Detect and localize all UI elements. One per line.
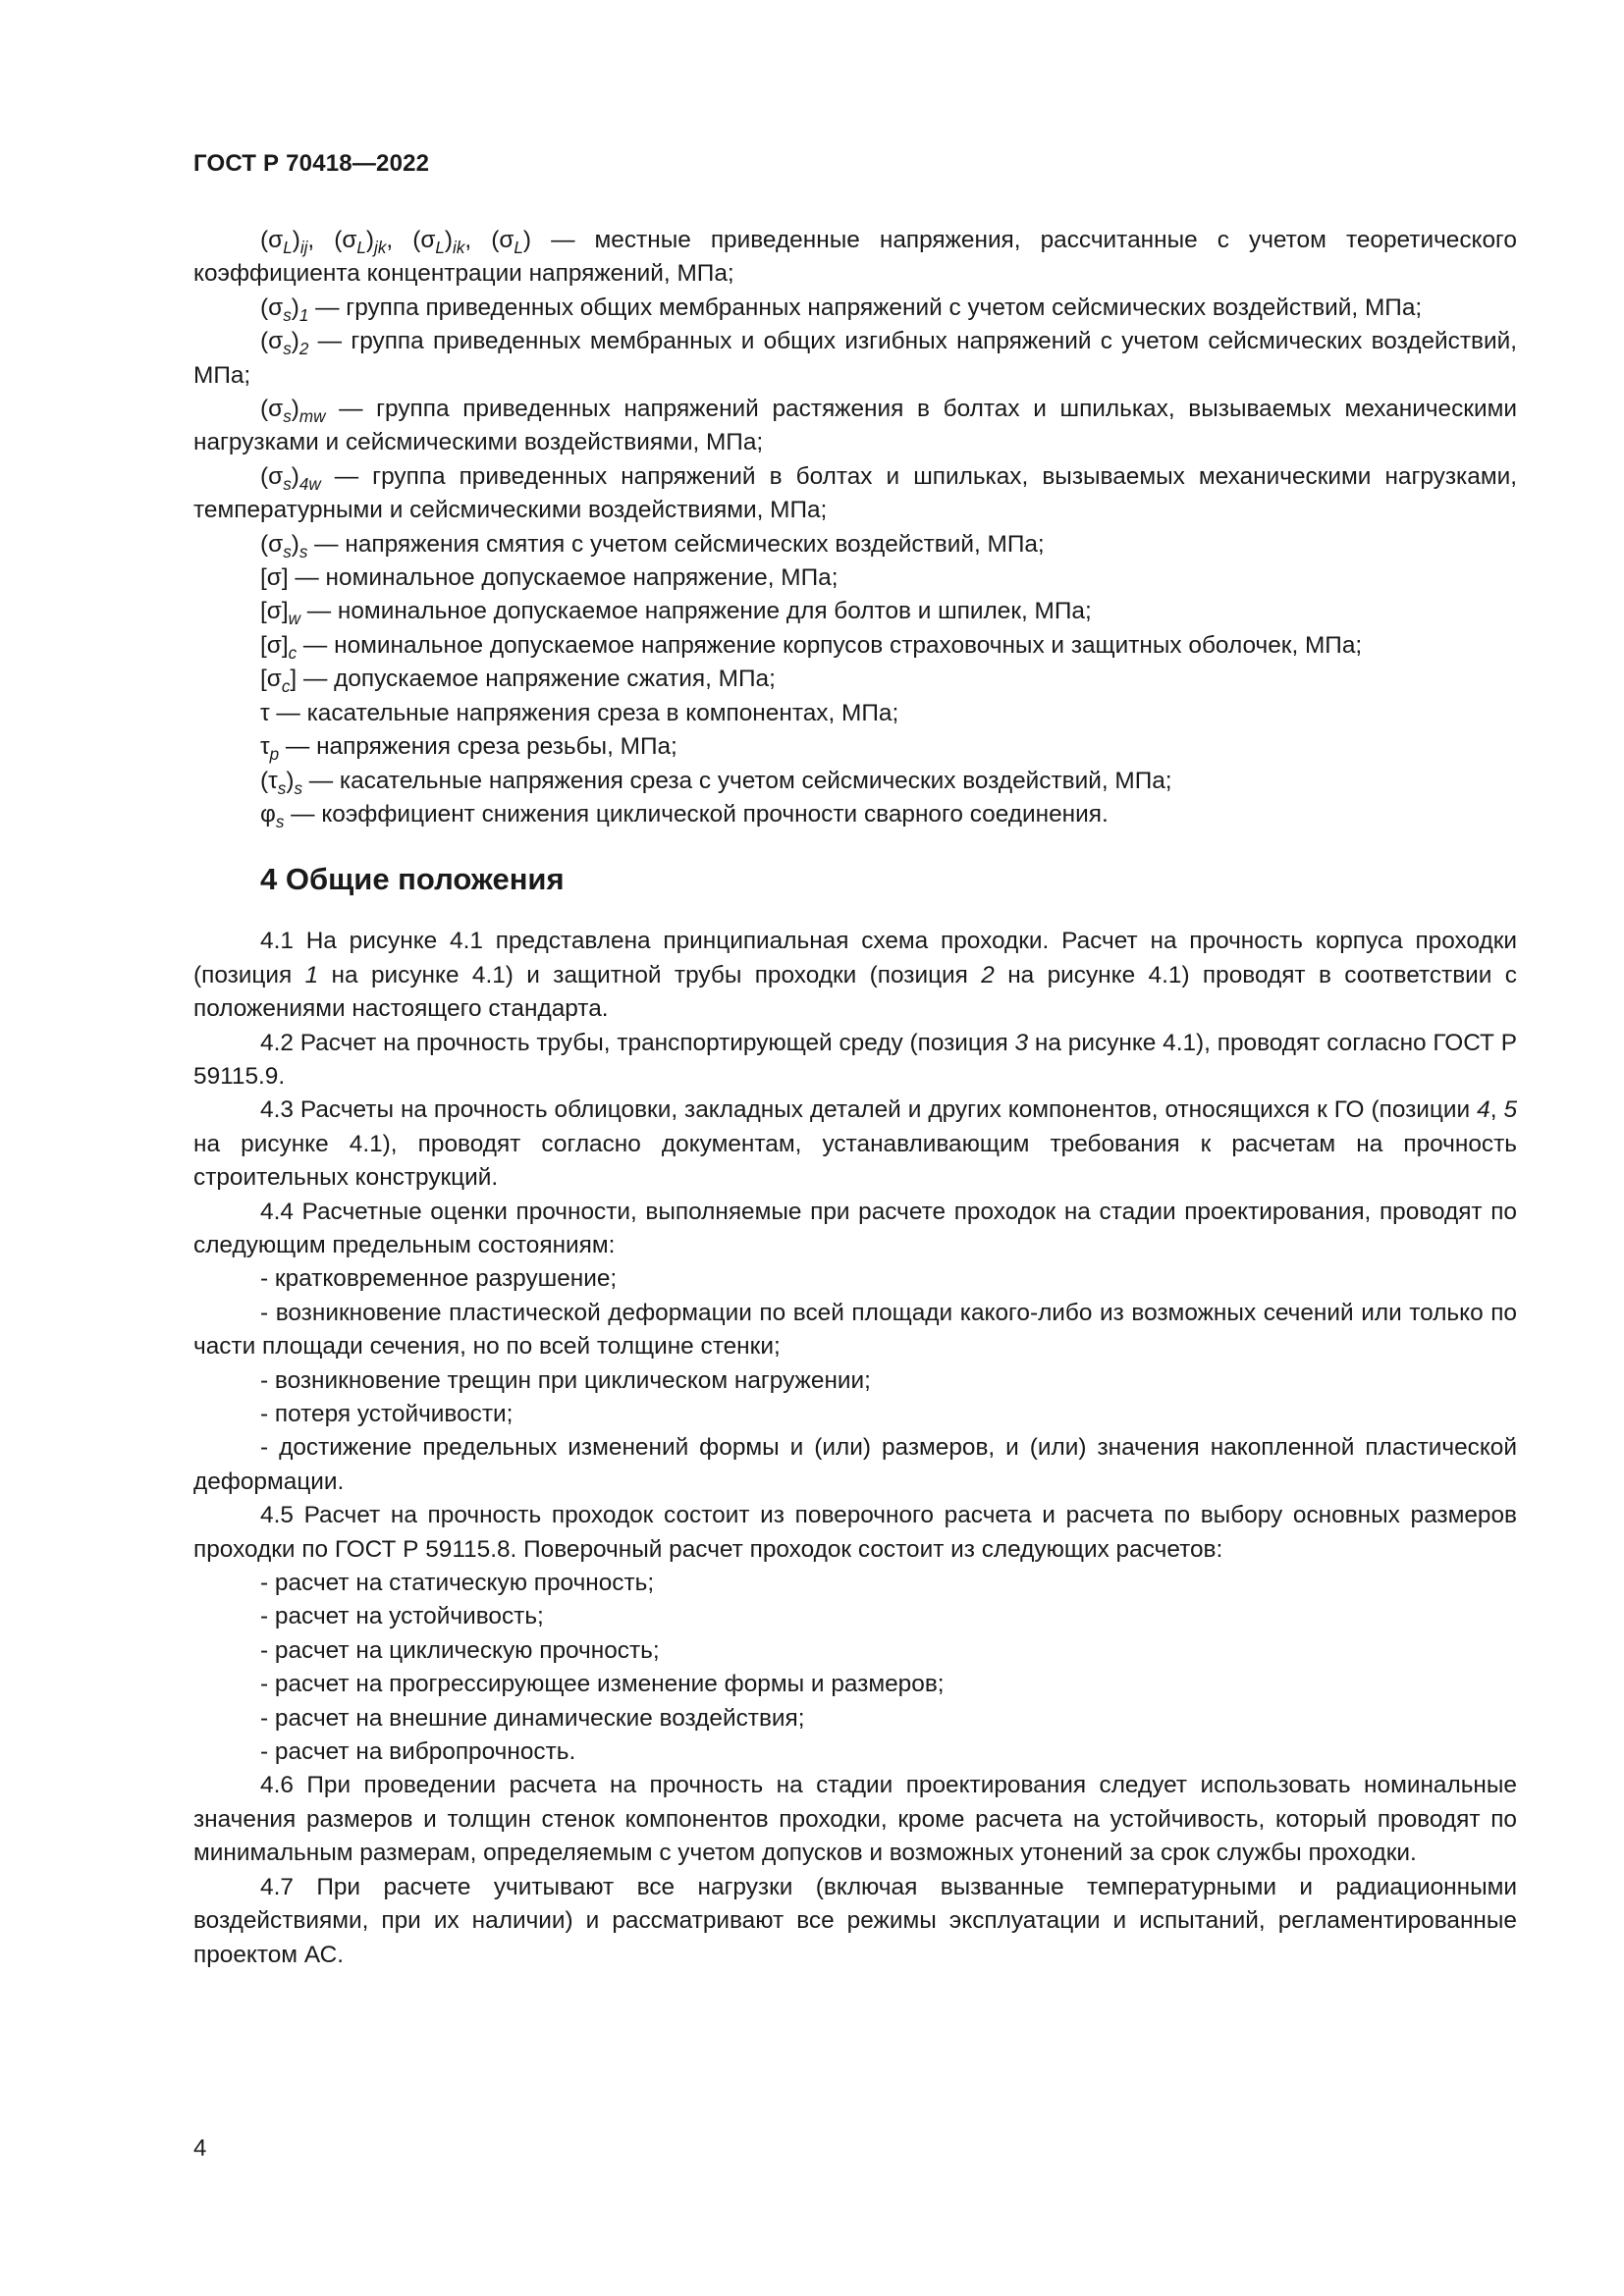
list-item: - расчет на циклическую прочность;	[260, 1636, 660, 1664]
symbol-definition: [σ] — номинальное допускаемое напряжение, МПа;	[260, 564, 839, 592]
paragraph-4-5: 4.5 Расчет на прочность проходок состоит из поверочного расчета и расчета по выбору основных размеров проходки по ГОСТ Р 59115.8. Поверочный расчет проходок состоит из следующих расчетов:	[193, 1502, 1517, 1563]
symbol-definition: $\varphi_s$ — коэффициент снижения циклической прочности сварного соединения.	[260, 800, 1109, 831]
symbol-definition: $(\sigma_s)_2$ — группа приведенных мембранных и общих изгибных напряжений с учетом сейсмических воздействий, МПа;	[193, 328, 1517, 389]
list-item: - возникновение трещин при циклическом нагружении;	[260, 1366, 871, 1394]
document-body	[193, 224, 1517, 1972]
symbol-definition: $(\sigma_s)_{4w}$ — группа приведенных напряжений в болтах и шпильках, вызываемых механическими нагрузками, температурными и сейсмическими воздействиями, МПа;	[193, 462, 1518, 524]
section-heading: 4 Общие положения	[260, 862, 565, 897]
list-item: - расчет на статическую прочность;	[260, 1570, 655, 1597]
list-item: - достижение предельных изменений формы и (или) размеров, и (или) значения накопленной пластической деформации.	[193, 1434, 1517, 1495]
symbol-definition: $(\sigma_s)_s$ — напряжения смятия с учетом сейсмических воздействий, МПа;	[260, 530, 1045, 561]
paragraph-4-1: 4.1 На рисунке 4.1 представлена принципиальная схема проходки. Расчет на прочность корпуса проходки (позиция 1 на рисунке 4.1) и защитной трубы проходки (позиция 2 на рисунке 4.1) проводят в соответствии с положениями настоящего стандарта.	[193, 928, 1517, 1023]
list-item: - расчет на прогрессирующее изменение формы и размеров;	[260, 1671, 945, 1698]
list-item: - расчет на внешние динамические воздействия;	[260, 1704, 805, 1732]
paragraph-4-3: 4.3 Расчеты на прочность облицовки, закладных деталей и других компонентов, относящихся к ГО (позиции 4, 5 на рисунке 4.1), проводят согласно документам, устанавливающим требования к расчетам на прочность строительных конструкций.	[193, 1096, 1518, 1192]
symbol-definition: $[\sigma]_c$ — номинальное допускаемое напряжение корпусов страховочных и защитных оболочек, МПа;	[260, 631, 1363, 663]
symbol-definition: $(\sigma_s)_{mw}$ — группа приведенных напряжений растяжения в болтах и шпильках, вызываемых механическими нагрузками и сейсмическими воздействиями, МПа;	[193, 396, 1517, 456]
symbol-definition: $(\tau_s)_s$ — касательные напряжения среза с учетом сейсмических воздействий, МПа;	[260, 767, 1172, 798]
list-item: - возникновение пластической деформации по всей площади какого-либо из возможных сечений или только по части площади сечения, но по всей толщине стенки;	[193, 1299, 1517, 1361]
page-number: 4	[193, 2135, 207, 2162]
list-item: - расчет на вибропрочность.	[260, 1738, 576, 1766]
list-item: - кратковременное разрушение;	[260, 1265, 618, 1293]
list-item: - потеря устойчивости;	[260, 1401, 514, 1427]
symbol-definition: $(\sigma_L)_{ij}$, $(\sigma_L)_{jk}$, $(\sigma_L)_{ik}$, $(\sigma_L)$ — местные приведенные напряжения, рассчитанные с учетом теоретического коэффициента концентрации напряжений, МПа;	[193, 227, 1517, 288]
paragraph-4-2: 4.2 Расчет на прочность трубы, транспортирующей среду (позиция 3 на рисунке 4.1), проводят согласно ГОСТ Р 59115.9.	[193, 1029, 1518, 1090]
symbol-definition: $\tau_p$ — напряжения среза резьбы, МПа;	[260, 733, 677, 765]
list-item: - расчет на устойчивость;	[260, 1603, 544, 1630]
symbol-definition: τ — касательные напряжения среза в компонентах, МПа;	[260, 699, 899, 726]
document-header: ГОСТ Р 70418—2022	[193, 150, 430, 177]
paragraph-4-6: 4.6 При проведении расчета на прочность на стадии проектирования следует использовать номинальные значения размеров и толщин стенок компонентов проходки, кроме расчета на устойчивость, который проводят по минимальным размерам, определяемым с учетом допусков и возможных утонений за срок службы проходки.	[193, 1772, 1517, 1867]
paragraph-4-4: 4.4 Расчетные оценки прочности, выполняемые при расчете проходок на стадии проектирования, проводят по следующим предельным состояниям:	[193, 1198, 1517, 1258]
symbol-definition: $[\sigma_c]$ — допускаемое напряжение сжатия, МПа;	[260, 666, 776, 697]
symbol-definition: $[\sigma]_w$ — номинальное допускаемое напряжение для болтов и шпилек, МПа;	[260, 598, 1092, 629]
paragraph-4-7: 4.7 При расчете учитывают все нагрузки (включая вызванные температурными и радиационными воздействиями, при их наличии) и рассматривают все режимы эксплуатации и испытаний, регламентированные проектом АС.	[193, 1873, 1517, 1968]
symbol-definition: $(\sigma_s)_1$ — группа приведенных общих мембранных напряжений с учетом сейсмических воздействий, МПа;	[260, 294, 1423, 325]
